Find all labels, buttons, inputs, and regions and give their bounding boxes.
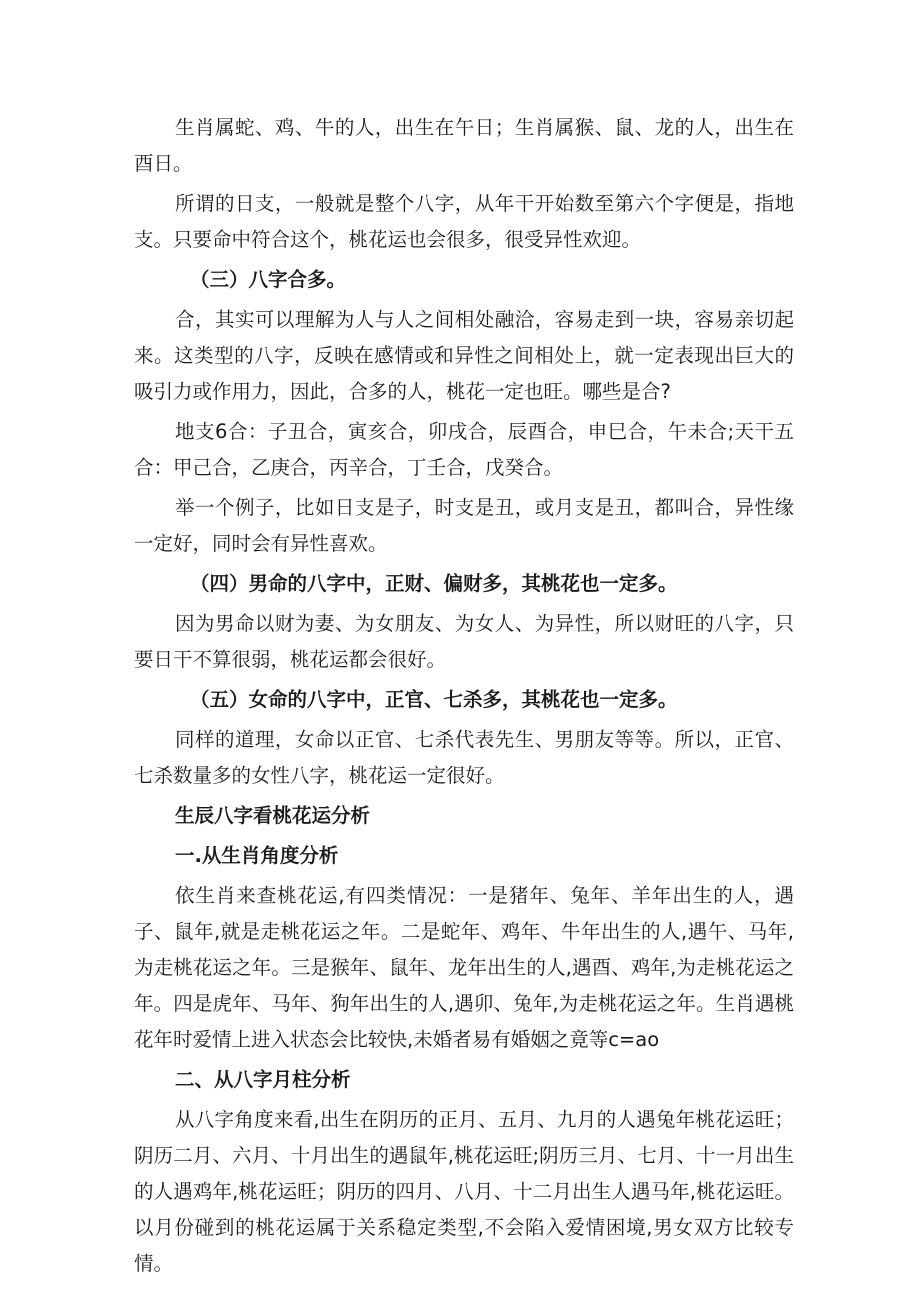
- paragraph-zodiac-day: 生肖属蛇、鸡、牛的人，出生在午日；生肖属猴、鼠、龙的人，出生在酉日。: [134, 116, 794, 175]
- heading-section-4: （四）男命的八字中，正财、偏财多，其桃花也一定多。: [190, 572, 678, 595]
- paragraph-he-list: 地支6合：子丑合，寅亥合，卯戌合，辰酉合，申巳合，午未合;天干五合：甲己合，乙庚合，丙辛合，丁壬合，戊癸合。: [134, 420, 794, 479]
- heading-zodiac-angle: 一.从生肖角度分析: [175, 844, 339, 867]
- paragraph-female-official: 同样的道理，女命以正官、七杀代表先生、男朋友等等。所以，正官、七杀数量多的女性八字，桃花运一定很好。: [134, 728, 794, 787]
- paragraph-zodiac-analysis: 依生肖来查桃花运,有四类情况：一是猪年、兔年、羊年出生的人，遇子、鼠年,就是走桃花运之年。二是蛇年、鸡年、牛年出生的人,遇午、马年,为走桃花运之年。三是猴年、鼠年、龙年出生的人,遇酉、鸡年,为走桃花运之年。四是虎年、马年、狗年出生的人,遇卯、兔年,为走桃花运之年。生肖遇桃花年时爱情上进入状态会比较快,未婚者易有婚姻之竟等c=ao: [134, 884, 794, 1051]
- heading-section-3: （三）八字合多。: [190, 268, 347, 291]
- paragraph-he-example: 举一个例子，比如日支是子，时支是丑，或月支是丑，都叫合，异性缘一定好，同时会有异性喜欢。: [134, 496, 794, 555]
- paragraph-male-wealth: 因为男命以财为妻、为女朋友、为女人、为异性，所以财旺的八字，只要日干不算很弱，桃花运都会很好。: [134, 612, 794, 671]
- heading-month-pillar: 二、从八字月柱分析: [175, 1068, 351, 1091]
- paragraph-month-analysis: 从八字角度来看,出生在阴历的正月、五月、九月的人遇兔年桃花运旺；阴历二月、六月、十月出生的遇鼠年,桃花运旺;阴历三月、七月、十一月出生的人遇鸡年,桃花运旺；阴历的四月、八月、十二月出生人遇马年,桃花运旺。以月份碰到的桃花运属于关系稳定类型,不会陷入爱情困境,男女双方比较专情。: [134, 1108, 794, 1275]
- heading-section-5: （五）女命的八字中，正官、七杀多，其桃花也一定多。: [190, 688, 678, 711]
- paragraph-he-meaning: 合，其实可以理解为人与人之间相处融洽，容易走到一块，容易亲切起来。这类型的八字，反映在感情或和异性之间相处上，就一定表现出巨大的吸引力或作用力，因此，合多的人，桃花一定也旺。哪些是合?: [134, 308, 794, 403]
- paragraph-day-branch: 所谓的日支，一般就是整个八字，从年干开始数至第六个字便是，指地支。只要命中符合这个，桃花运也会很多，很受异性欢迎。: [134, 192, 794, 251]
- heading-analysis: 生辰八字看桃花运分析: [175, 804, 371, 827]
